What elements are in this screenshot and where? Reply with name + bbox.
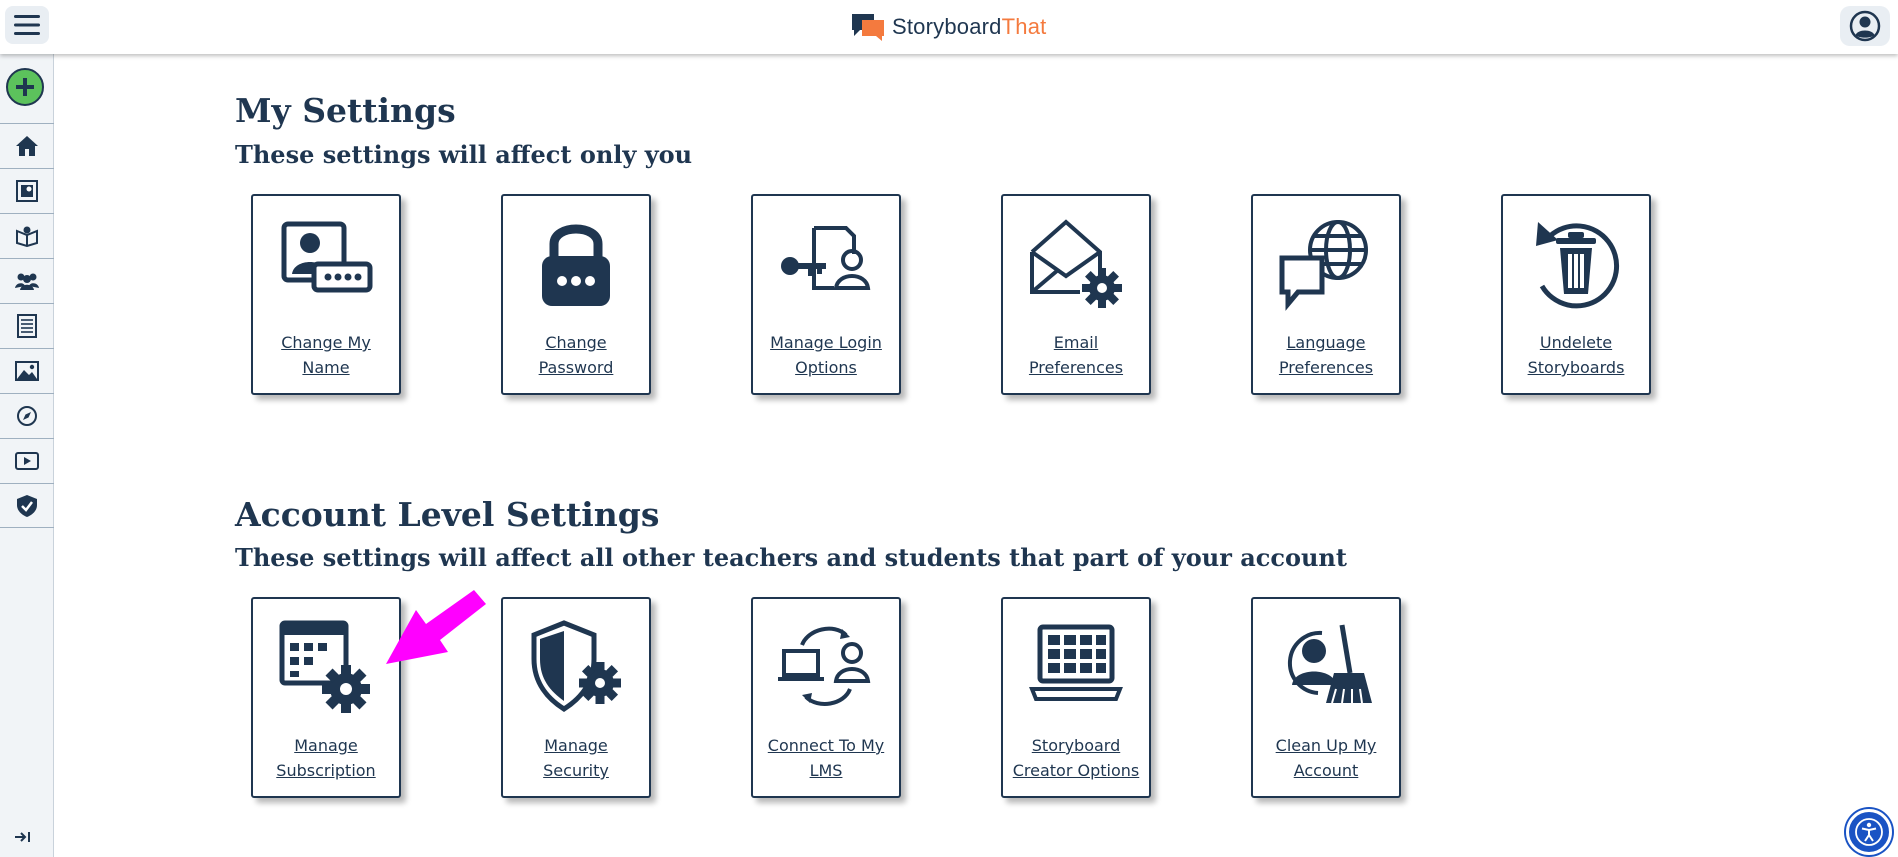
language-globe-icon [1278,216,1374,312]
card-label-line2: LMS [809,761,843,780]
email-preferences-link[interactable] [1007,330,1145,380]
plus-icon [15,77,35,97]
sidebar-item-security[interactable] [0,483,54,528]
card-label-line1: Manage [294,736,358,755]
card-label-line1: Manage Login [770,333,882,352]
card-label-line2: Preferences [1278,358,1374,377]
my-settings-title: My Settings [235,91,456,130]
logo-text-accent: That [1001,14,1047,39]
card-label-line1: Manage [544,736,608,755]
sidebar-item-images[interactable] [0,348,54,393]
security-icon [16,494,38,518]
id-card-password-icon [278,216,374,312]
sidebar-item-storyboards[interactable] [0,168,54,213]
profile-button[interactable] [1840,6,1890,46]
language-preferences-card[interactable] [1251,194,1401,395]
account-settings-subtitle: These settings will affect all other teachers and students that part of your account [235,543,1347,572]
card-label-line1: Change [545,333,607,352]
expand-arrow-icon [14,830,32,844]
videos-icon [15,451,39,471]
storyboard-creator-options-link[interactable] [1007,733,1145,783]
accessibility-icon [1854,817,1884,847]
annotation-arrow-icon [382,588,492,668]
top-bar [0,0,1898,54]
manage-subscription-link[interactable] [257,733,395,783]
account-settings-title: Account Level Settings [235,495,660,534]
manage-subscription-card[interactable] [251,597,401,798]
card-label-line1: Language [1286,333,1366,352]
card-label-line1: Change My [281,333,371,352]
user-avatar-icon [1849,10,1881,42]
card-label-line2: Options [795,358,857,377]
card-label-line1: Email [1053,333,1099,352]
lms-sync-icon [778,619,874,715]
storyboardthat-logo[interactable] [850,10,1046,44]
my-settings-subtitle: These settings will affect only you [235,140,693,169]
user-broom-icon [1278,619,1374,715]
card-label-line2: Subscription [276,761,376,780]
lesson-plans-icon [15,225,39,247]
clean-up-my-account-card[interactable] [1251,597,1401,798]
login-key-icon [778,216,874,312]
change-password-card[interactable] [501,194,651,395]
shield-gear-icon [528,619,624,715]
hamburger-icon [14,14,40,36]
card-label-line1: Clean Up My [1275,736,1377,755]
language-preferences-link[interactable] [1257,330,1395,380]
clean-up-my-account-link[interactable] [1257,733,1395,783]
undelete-storyboards-card[interactable] [1501,194,1651,395]
storyboards-icon [16,180,38,202]
card-label-line2: Account [1293,761,1359,780]
email-preferences-card[interactable] [1001,194,1151,395]
images-icon [15,361,39,381]
home-icon [15,135,39,157]
undelete-trash-icon [1528,216,1624,312]
calendar-gear-icon [278,619,374,715]
card-label-line2: Creator Options [1012,761,1140,780]
students-icon [14,271,40,291]
sidebar-item-videos[interactable] [0,438,54,483]
card-label-line2: Storyboards [1527,358,1625,377]
card-label-line2: Preferences [1028,358,1124,377]
sidebar-item-students[interactable] [0,258,54,303]
create-new-button[interactable] [6,68,44,106]
manage-security-link[interactable] [507,733,645,783]
undelete-storyboards-link[interactable] [1507,330,1645,380]
card-label-line2: Name [302,358,350,377]
card-label-line2: Security [543,761,609,780]
card-label-line2: Password [538,358,614,377]
connect-to-my-lms-card[interactable] [751,597,901,798]
accessibility-button[interactable] [1846,809,1892,855]
lock-icon [528,216,624,312]
manage-security-card[interactable] [501,597,651,798]
laptop-grid-icon [1028,619,1124,715]
worksheets-icon [17,314,37,338]
change-password-link[interactable] [507,330,645,380]
sidebar-collapse-button[interactable] [12,827,34,847]
sidebar-item-lesson-plans[interactable] [0,213,54,258]
change-my-name-link[interactable] [257,330,395,380]
menu-button[interactable] [5,6,49,44]
change-my-name-card[interactable] [251,194,401,395]
manage-login-options-link[interactable] [757,330,895,380]
connect-to-my-lms-link[interactable] [757,733,895,783]
sidebar [0,54,54,857]
logo-text-main: Storyboard [892,14,1002,39]
card-label-line1: Undelete [1539,333,1613,352]
sidebar-item-worksheets[interactable] [0,303,54,348]
logo-text [892,14,1046,40]
card-label-line1: Connect To My [767,736,885,755]
explore-icon [16,405,38,427]
sidebar-item-home[interactable] [0,123,54,168]
email-gear-icon [1028,216,1124,312]
speech-bubbles-logo-icon [850,12,886,42]
sidebar-item-explore[interactable] [0,393,54,438]
manage-login-options-card[interactable] [751,194,901,395]
card-label-line1: Storyboard [1031,736,1121,755]
storyboard-creator-options-card[interactable] [1001,597,1151,798]
